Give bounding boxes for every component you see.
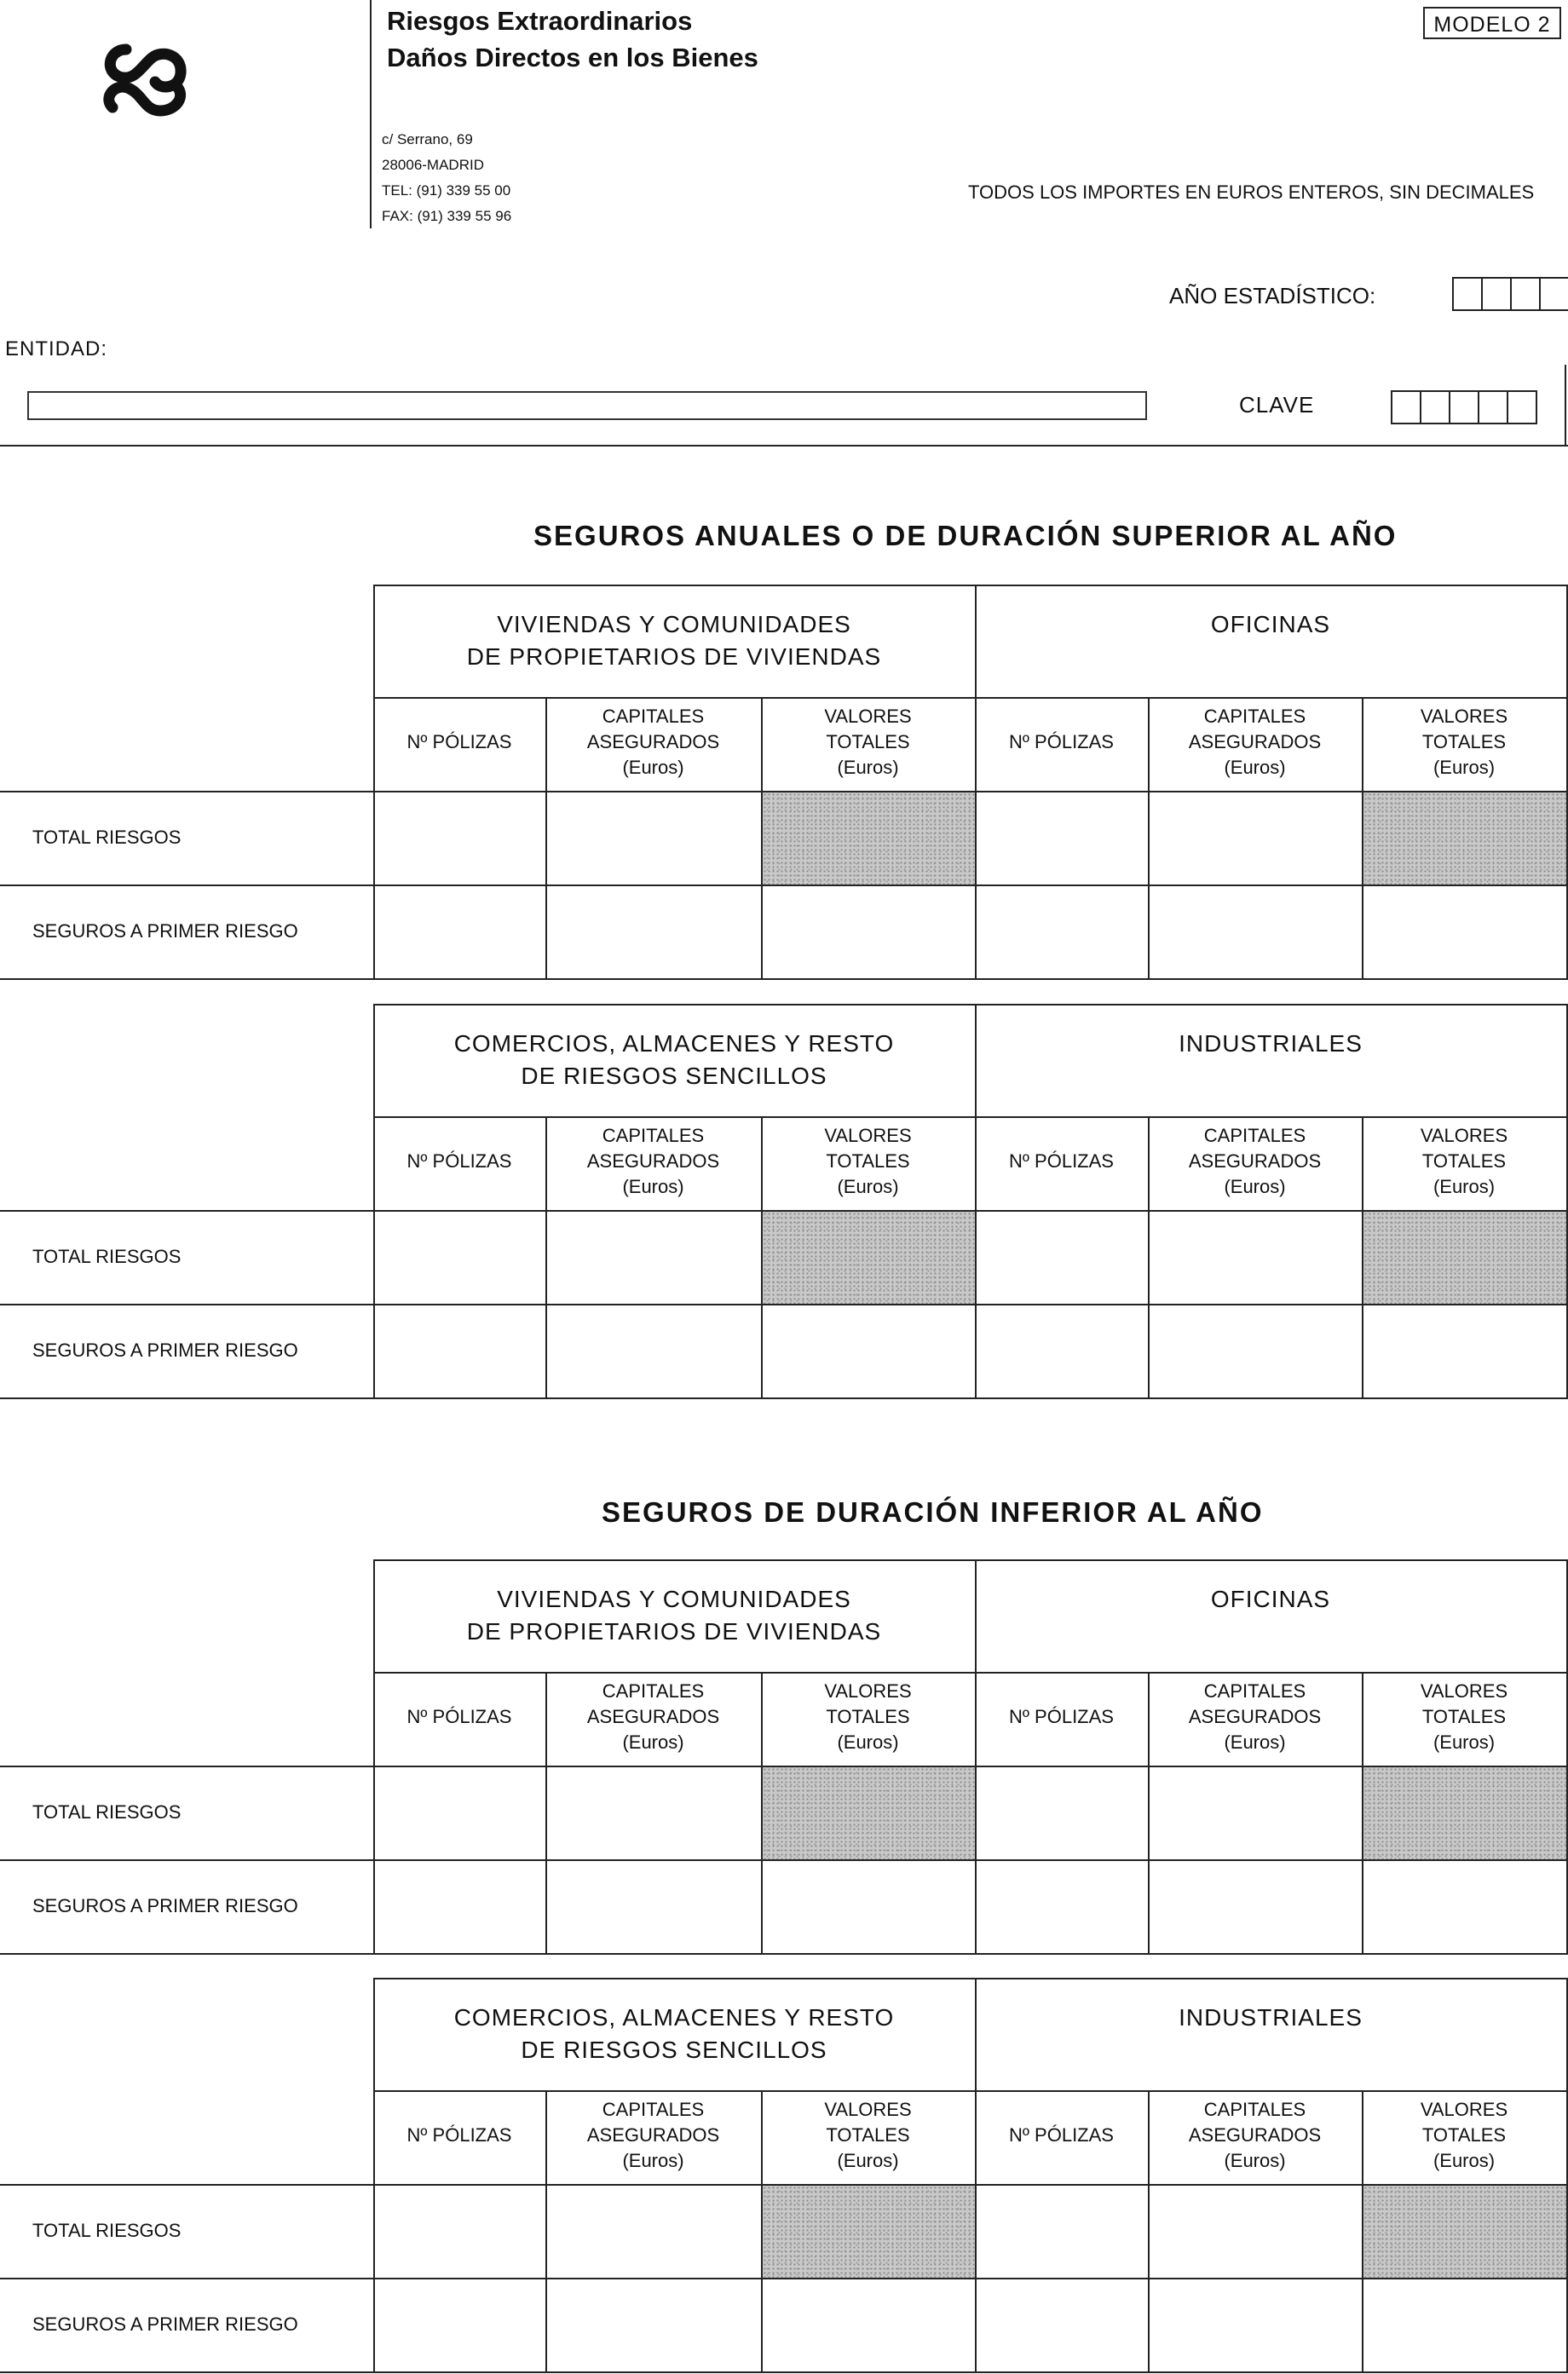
anio-estadistico-input[interactable] [1452, 277, 1568, 311]
shaded-cell [1363, 1767, 1566, 1859]
table-input-cell[interactable] [977, 1861, 1148, 1953]
column-header-line: Nº PÓLIZAS [406, 731, 512, 752]
column-header-line: TOTALES [826, 1706, 910, 1727]
entidad-label: ENTIDAD: [5, 337, 108, 360]
table-input-cell[interactable] [1150, 792, 1362, 884]
table-input-cell[interactable] [547, 886, 761, 978]
clave-label: CLAVE [1239, 392, 1315, 418]
shaded-cell [1363, 2186, 1566, 2278]
table-input-cell[interactable] [547, 1861, 761, 1953]
table-input-cell[interactable] [375, 2186, 545, 2278]
table-top-border [373, 1978, 1566, 1979]
column-header-line: CAPITALES [602, 1125, 705, 1146]
row-label-total-riesgos: TOTAL RIESGOS [32, 1246, 182, 1267]
table-input-cell[interactable] [547, 792, 761, 884]
column-header-5 [1148, 2097, 1362, 2174]
column-header-line: TOTALES [1421, 731, 1507, 752]
column-header-5 [1148, 1679, 1362, 1755]
table-input-cell[interactable] [547, 1767, 761, 1859]
consorcio-logo [101, 32, 189, 126]
category-header-2 [975, 1028, 1566, 1060]
column-header-1 [373, 1149, 545, 1174]
table-input-cell[interactable] [375, 1212, 545, 1304]
column-header-line: CAPITALES [1203, 1680, 1306, 1702]
column-header-4 [975, 1149, 1148, 1174]
column-header-line: ASEGURADOS [586, 731, 720, 752]
column-header-line: VALORES [824, 706, 912, 727]
column-header-6 [1362, 1679, 1566, 1755]
address-phone: TEL: (91) 339 55 00 [382, 182, 511, 199]
table-bottom-border [0, 1397, 1568, 1399]
entidad-box-bottom [0, 445, 1568, 447]
column-header-line: TOTALES [826, 2124, 910, 2146]
column-header-line: VALORES [1420, 1680, 1508, 1702]
category-header-1 [373, 2002, 975, 2066]
table-input-cell[interactable] [1363, 886, 1566, 978]
table-top-border [373, 1004, 1566, 1005]
column-header-4 [975, 1704, 1148, 1730]
column-header-3 [761, 704, 975, 781]
column-header-line: Nº PÓLIZAS [1009, 1150, 1114, 1172]
category-header-line: DE PROPIETARIOS DE VIVIENDAS [466, 1618, 882, 1645]
category-row-border [373, 697, 1566, 699]
anio-estadistico-label: AÑO ESTADÍSTICO: [1169, 283, 1376, 308]
column-header-line: CAPITALES [602, 706, 705, 727]
category-header-line: DE RIESGOS SENCILLOS [521, 1063, 827, 1089]
column-header-5 [1148, 704, 1362, 781]
table-input-cell[interactable] [1150, 1861, 1362, 1953]
column-header-line: Nº PÓLIZAS [1009, 1706, 1114, 1727]
section-title-inferior: SEGUROS DE DURACIÓN INFERIOR AL AÑO [602, 1496, 1264, 1528]
column-header-3 [761, 2097, 975, 2174]
table-input-cell[interactable] [1363, 1861, 1566, 1953]
category-header-line: DE PROPIETARIOS DE VIVIENDAS [466, 643, 882, 670]
category-header-line: INDUSTRIALES [1179, 2004, 1363, 2031]
column-header-line: ASEGURADOS [1188, 1706, 1322, 1727]
row-label-primer-riesgo: SEGUROS A PRIMER RIESGO [32, 1895, 298, 1916]
table-input-cell[interactable] [375, 886, 545, 978]
table-input-cell[interactable] [1150, 1767, 1362, 1859]
category-header-1 [373, 1028, 975, 1092]
row-label-total-riesgos: TOTAL RIESGOS [32, 827, 182, 848]
column-header-line: Nº PÓLIZAS [406, 1150, 512, 1172]
column-header-line: ASEGURADOS [586, 1706, 720, 1727]
column-header-line: TOTALES [826, 731, 910, 752]
table-top-border [373, 585, 1566, 586]
category-header-1 [373, 608, 975, 673]
table-bottom-border [0, 1953, 1568, 1955]
header-divider [370, 0, 372, 228]
table-input-cell[interactable] [1150, 1212, 1362, 1304]
column-header-line: ASEGURADOS [586, 1150, 720, 1172]
column-header-line: VALORES [1420, 1125, 1508, 1146]
column-header-line: (Euros) [837, 1732, 899, 1753]
table-input-cell[interactable] [1150, 1305, 1362, 1397]
column-header-line: Nº PÓLIZAS [406, 1706, 512, 1727]
column-header-1 [373, 1704, 545, 1730]
column-header-line: TOTALES [1421, 2124, 1507, 2146]
category-header-line: OFICINAS [1210, 1586, 1331, 1612]
column-header-line: Nº PÓLIZAS [406, 2124, 512, 2146]
column-header-line: ASEGURADOS [1188, 731, 1322, 752]
column-header-line: (Euros) [1433, 2150, 1496, 2171]
category-header-line: VIVIENDAS Y COMUNIDADES [497, 1586, 851, 1612]
entidad-input[interactable] [27, 391, 1147, 420]
table-input-cell[interactable] [977, 886, 1148, 978]
column-header-line: CAPITALES [1203, 706, 1306, 727]
category-header-line: OFICINAS [1210, 611, 1331, 637]
column-header-line: (Euros) [837, 1176, 899, 1197]
table-input-cell[interactable] [1363, 1305, 1566, 1397]
column-header-3 [761, 1123, 975, 1200]
column-header-line: VALORES [824, 2099, 912, 2120]
column-header-line: (Euros) [837, 757, 899, 778]
table-input-cell[interactable] [1363, 2279, 1566, 2371]
column-header-line: ASEGURADOS [1188, 2124, 1322, 2146]
shaded-cell [763, 1767, 975, 1859]
table-input-cell[interactable] [977, 1212, 1148, 1304]
category-header-line: INDUSTRIALES [1179, 1030, 1363, 1057]
form-subtitle: Daños Directos en los Bienes [387, 43, 758, 72]
column-header-2 [545, 1123, 761, 1200]
table-input-cell[interactable] [977, 2279, 1148, 2371]
row-label-total-riesgos: TOTAL RIESGOS [32, 1801, 182, 1823]
table-input-cell[interactable] [977, 2186, 1148, 2278]
shaded-cell [763, 2186, 975, 2278]
column-header-line: (Euros) [1224, 2150, 1286, 2171]
column-header-2 [545, 704, 761, 781]
table-input-cell[interactable] [977, 1305, 1148, 1397]
column-header-line: ASEGURADOS [1188, 1150, 1322, 1172]
column-header-line: VALORES [1420, 706, 1508, 727]
category-header-1 [373, 1583, 975, 1648]
table-input-cell[interactable] [547, 1305, 761, 1397]
table-bottom-border [0, 2371, 1568, 2373]
column-header-line: VALORES [1420, 2099, 1508, 2120]
row-label-primer-riesgo: SEGUROS A PRIMER RIESGO [32, 920, 298, 942]
column-header-line: (Euros) [1224, 1732, 1286, 1753]
column-header-line: CAPITALES [602, 1680, 705, 1702]
column-header-line: (Euros) [1433, 1176, 1496, 1197]
entidad-box-right [1565, 365, 1566, 447]
row-label-total-riesgos: TOTAL RIESGOS [32, 2220, 182, 2241]
table-block-1-2 [0, 1004, 1568, 1396]
column-header-line: TOTALES [1421, 1706, 1507, 1727]
table-input-cell[interactable] [375, 2279, 545, 2371]
column-header-1 [373, 729, 545, 755]
column-header-line: (Euros) [1224, 1176, 1286, 1197]
category-header-2 [975, 1583, 1566, 1616]
column-header-3 [761, 1679, 975, 1755]
shaded-cell [1363, 1212, 1566, 1304]
column-header-line: TOTALES [1421, 1150, 1507, 1172]
column-header-line: (Euros) [622, 1732, 684, 1753]
table-input-cell[interactable] [763, 1305, 975, 1397]
category-header-2 [975, 2002, 1566, 2034]
table-input-cell[interactable] [763, 2279, 975, 2371]
column-header-line: (Euros) [622, 1176, 684, 1197]
address-city: 28006-MADRID [382, 157, 484, 173]
table-input-cell[interactable] [1150, 886, 1362, 978]
modelo-badge: MODELO 2 [1423, 7, 1561, 39]
column-header-2 [545, 1679, 761, 1755]
table-input-cell[interactable] [763, 1861, 975, 1953]
shaded-cell [763, 792, 975, 884]
table-block-2-2 [0, 1978, 1568, 2370]
table-input-cell[interactable] [547, 2279, 761, 2371]
table-input-cell[interactable] [547, 2186, 761, 2278]
shaded-cell [1363, 792, 1566, 884]
column-header-6 [1362, 2097, 1566, 2174]
column-header-line: CAPITALES [1203, 1125, 1306, 1146]
table-input-cell[interactable] [547, 1212, 761, 1304]
table-input-cell[interactable] [977, 792, 1148, 884]
column-header-1 [373, 2123, 545, 2148]
column-header-line: VALORES [824, 1680, 912, 1702]
row-label-primer-riesgo: SEGUROS A PRIMER RIESGO [32, 2313, 298, 2335]
column-header-line: VALORES [824, 1125, 912, 1146]
section-title-anuales: SEGUROS ANUALES O DE DURACIÓN SUPERIOR AL AÑO [533, 520, 1398, 551]
column-header-line: TOTALES [826, 1150, 910, 1172]
importes-note: TODOS LOS IMPORTES EN EUROS ENTEROS, SIN DECIMALES [968, 182, 1535, 203]
column-header-line: CAPITALES [1203, 2099, 1306, 2120]
category-header-line: COMERCIOS, ALMACENES Y RESTO [453, 1030, 895, 1057]
category-row-border [373, 1116, 1566, 1118]
row-label-primer-riesgo: SEGUROS A PRIMER RIESGO [32, 1340, 298, 1361]
table-input-cell[interactable] [375, 1861, 545, 1953]
table-input-cell[interactable] [977, 1767, 1148, 1859]
column-header-line: (Euros) [1433, 757, 1496, 778]
table-input-cell[interactable] [1150, 2186, 1362, 2278]
table-input-cell[interactable] [375, 1305, 545, 1397]
column-header-4 [975, 729, 1148, 755]
column-header-2 [545, 2097, 761, 2174]
table-block-1-1 [0, 585, 1568, 977]
clave-input[interactable] [1391, 390, 1537, 424]
category-row-border [373, 1672, 1566, 1674]
column-header-line: ASEGURADOS [586, 2124, 720, 2146]
column-header-5 [1148, 1123, 1362, 1200]
category-header-line: COMERCIOS, ALMACENES Y RESTO [453, 2004, 895, 2031]
address-street: c/ Serrano, 69 [382, 131, 473, 147]
shaded-cell [763, 1212, 975, 1304]
table-input-cell[interactable] [375, 1767, 545, 1859]
column-header-line: (Euros) [1224, 757, 1286, 778]
column-header-line: (Euros) [1433, 1732, 1496, 1753]
column-header-line: CAPITALES [602, 2099, 705, 2120]
table-input-cell[interactable] [763, 886, 975, 978]
category-header-2 [975, 608, 1566, 641]
column-header-6 [1362, 704, 1566, 781]
category-row-border [373, 2090, 1566, 2092]
column-header-line: Nº PÓLIZAS [1009, 2124, 1114, 2146]
table-top-border [373, 1559, 1566, 1561]
category-header-line: VIVIENDAS Y COMUNIDADES [497, 611, 851, 637]
column-header-line: (Euros) [622, 2150, 684, 2171]
column-header-line: Nº PÓLIZAS [1009, 731, 1114, 752]
table-input-cell[interactable] [375, 792, 545, 884]
column-header-line: (Euros) [837, 2150, 899, 2171]
address-fax: FAX: (91) 339 55 96 [382, 208, 512, 224]
column-header-line: (Euros) [622, 757, 684, 778]
table-block-2-1 [0, 1559, 1568, 1951]
column-header-6 [1362, 1123, 1566, 1200]
table-bottom-border [0, 978, 1568, 980]
form-title: Riesgos Extraordinarios [387, 6, 693, 36]
column-header-4 [975, 2123, 1148, 2148]
category-header-line: DE RIESGOS SENCILLOS [521, 2037, 827, 2063]
table-input-cell[interactable] [1150, 2279, 1362, 2371]
